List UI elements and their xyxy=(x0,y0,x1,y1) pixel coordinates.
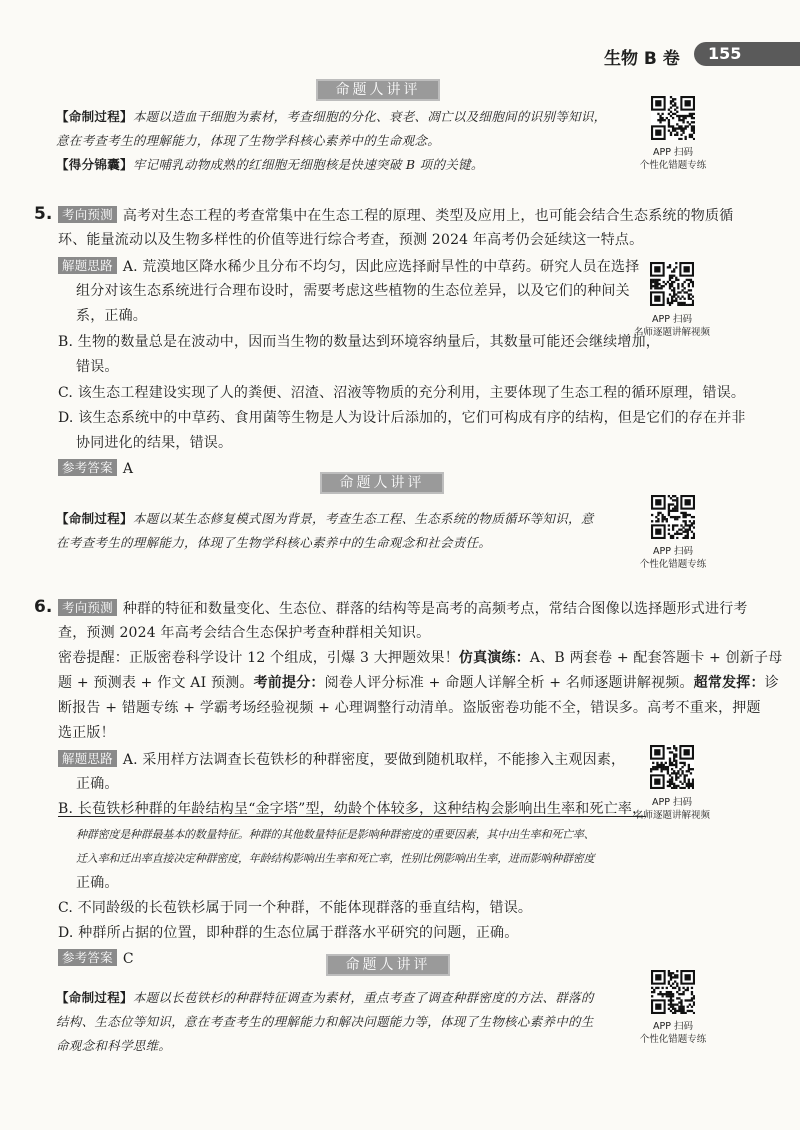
page-header xyxy=(0,40,800,68)
process-label: 【命制过程】 xyxy=(56,990,133,1005)
option-c: C. 不同龄级的长苞铁杉属于同一个种群，不能体现群落的垂直结构，错误。 xyxy=(58,900,533,916)
option-b: 正确。 xyxy=(76,875,119,891)
process-line: 【命制过程】本题以造血干细胞为素材，考查细胞的分化、衰老、凋亡以及细胞间的识别等知识， xyxy=(56,109,607,124)
option-b-note: 迁入率和迁出率直接决定种群密度，年龄结构影响出生率和死亡率，性别比例影响出生率，进而影响种群密度 xyxy=(76,852,595,865)
trend-line: 环、能量流动以及生物多样性的价值等进行综合考查，预测 2024 年高考仍会延续这一特点。 xyxy=(58,232,644,248)
qr-caption: APP 扫码 个性化错题专练 xyxy=(639,147,707,171)
option-c: C. 该生态工程建设实现了人的粪便、沼渣、沼液等物质的充分利用，主要体现了生态工程的循环原理，错误。 xyxy=(58,385,746,401)
qr-code[interactable] xyxy=(651,495,695,539)
qr-pattern xyxy=(651,970,695,1014)
process-line: 命观念和科学思维。 xyxy=(56,1038,172,1053)
option-b-note: 种群密度是种群最基本的数量特征。种群的其他数量特征是影响种群密度的重要因素，其中出生率和死亡率、 xyxy=(76,828,595,841)
page-number-badge xyxy=(694,42,800,66)
promo-line: 密卷提醒：正版密卷科学设计 12 个组成，引爆 3 大押题效果！仿真演练：A、B 两套卷 + 配套答题卡 + 创新子母 xyxy=(58,650,783,666)
process-line: 意在考查考生的理解能力，体现了生物学科核心素养中的生命观念。 xyxy=(56,133,441,148)
option-a: 解题思路 A. 采用样方法调查长苞铁杉的种群密度，要做到随机取样，不能掺入主观因素， xyxy=(58,750,625,769)
process-label: 【命制过程】 xyxy=(56,109,133,124)
answer-line xyxy=(58,459,133,478)
qr-pattern xyxy=(650,262,694,306)
qr-caption: APP 扫码 名师逐题讲解视频 xyxy=(633,797,710,821)
tips-line: 【得分锦囊】牢记哺乳动物成熟的红细胞无细胞核是快速突破 B 项的关键。 xyxy=(56,157,484,172)
option-a: 系，正确。 xyxy=(76,308,147,324)
qr-caption: APP 扫码 名师逐题讲解视频 xyxy=(633,314,710,338)
subject-label: 生物 B 卷 xyxy=(604,49,680,69)
trend-tag: 考向预测 xyxy=(58,599,117,616)
commentary-banner: 命题人讲评 xyxy=(320,472,444,494)
option-d: D. 种群所占据的位置，即种群的生态位属于群落水平研究的问题，正确。 xyxy=(58,925,519,941)
option-d: 协同进化的结果，错误。 xyxy=(76,435,233,451)
question-number: 5. xyxy=(34,204,53,224)
promo-line: 断报告 + 错题专练 + 学霸考场经验视频 + 心理调整行动清单。盗版密卷功能不全，错误多。高考不重来，押题 xyxy=(58,700,761,716)
commentary-banner: 命题人讲评 xyxy=(326,954,450,976)
process-line: 在考查考生的理解能力，体现了生物学科核心素养中的生命观念和社会责任。 xyxy=(56,535,492,550)
trend-tag: 考向预测 xyxy=(58,206,117,223)
qr-caption: APP 扫码 个性化错题专练 xyxy=(639,1021,707,1045)
process-label: 【命制过程】 xyxy=(56,511,133,526)
answer-value: A xyxy=(122,461,134,477)
commentary-banner: 命题人讲评 xyxy=(316,79,440,101)
qr-pattern xyxy=(650,745,694,789)
qr-code[interactable] xyxy=(651,970,695,1014)
answer-tag: 参考答案 xyxy=(58,459,117,476)
process-line: 【命制过程】本题以某生态修复模式图为背景，考查生态工程、生态系统的物质循环等知识，意 xyxy=(56,511,594,526)
trend-line: 考向预测 高考对生态工程的考查常集中在生态工程的原理、类型及应用上，也可能会结合生态系统的物质循 xyxy=(58,206,733,225)
qr-code[interactable] xyxy=(651,96,695,140)
option-d: D. 该生态系统中的中草药、食用菌等生物是人为设计后添加的，它们可构成有序的结构，但是它们的存在并非 xyxy=(58,410,746,426)
option-b: 错误。 xyxy=(76,359,119,375)
answer-value: C xyxy=(122,951,134,967)
qr-pattern xyxy=(651,96,695,140)
page-number: 155 xyxy=(708,44,742,63)
option-b: B. 生物的数量总是在波动中，因而当生物的数量达到环境容纳量后，其数量可能还会继续增加， xyxy=(58,334,660,350)
question-number: 6. xyxy=(34,597,53,617)
solution-tag: 解题思路 xyxy=(58,750,117,767)
qr-code[interactable] xyxy=(650,262,694,306)
process-line: 结构、生态位等知识，意在考查考生的理解能力和解决问题能力等，体现了生物核心素养中的生 xyxy=(56,1014,594,1029)
promo-line: 选正版！ xyxy=(58,725,115,741)
option-b: B. 长苞铁杉种群的年龄结构呈“金字塔”型，幼龄个体较多，这种结构会影响出生率和死亡率， xyxy=(58,801,647,817)
tips-label: 【得分锦囊】 xyxy=(56,157,133,172)
answer-line xyxy=(58,949,134,968)
option-a: 正确。 xyxy=(76,776,119,792)
trend-line: 考向预测 种群的特征和数量变化、生态位、群落的结构等是高考的高频考点，常结合图像以选择题形式进行考 xyxy=(58,599,748,618)
option-a: 解题思路 A. 荒漠地区降水稀少且分布不均匀，因此应选择耐旱性的中草药。研究人员在选择 xyxy=(58,257,639,276)
qr-code[interactable] xyxy=(650,745,694,789)
trend-line: 查，预测 2024 年高考会结合生态保护考查种群相关知识。 xyxy=(58,625,431,641)
solution-tag: 解题思路 xyxy=(58,257,117,274)
option-a: 组分对该生态系统进行合理布设时，需要考虑这些植物的生态位差异，以及它们的种间关 xyxy=(76,283,630,299)
process-line: 【命制过程】本题以长苞铁杉的种群特征调查为素材，重点考查了调查种群密度的方法、群落的 xyxy=(56,990,594,1005)
answer-tag: 参考答案 xyxy=(58,949,117,966)
qr-pattern xyxy=(651,495,695,539)
promo-line: 题 + 预测表 + 作文 AI 预测。考前提分：阅卷人评分标准 + 命题人详解全析 + 名师逐题讲解视频。超常发挥：诊 xyxy=(58,675,779,691)
qr-caption: APP 扫码 个性化错题专练 xyxy=(639,546,707,570)
